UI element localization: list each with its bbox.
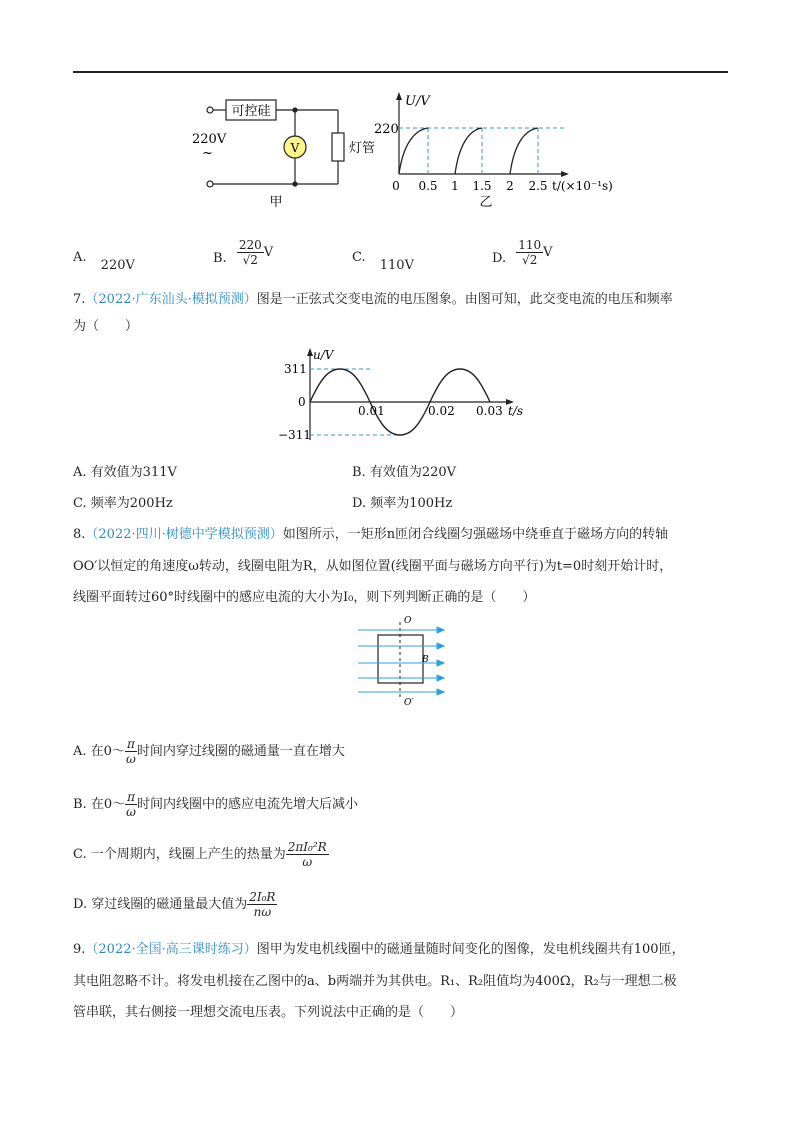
q8-option-a: A. 在0～ $\frac{\pi}{\omega}$ 时间内穿过线圈的磁通量一直在增大 — [73, 737, 345, 766]
q7-stem-line1: 7.（2022·广东汕头·模拟预测）图是一正弦式交变电流的电压图象。由图可知，此交变电流的电压和频率 — [73, 292, 673, 307]
voltmeter-symbol: V — [290, 141, 300, 155]
q8-coil-figure — [350, 612, 450, 707]
axis-o-bottom: O′ — [404, 698, 414, 707]
q6-figure — [190, 90, 620, 215]
q7-x-axis-label: t/s — [508, 404, 524, 418]
axis-o-top: O — [404, 616, 412, 626]
q8-option-c: C. 一个周期内，线圈上产生的热量为 $\frac{\text{2πI₀²R}}{\omega}$ — [73, 840, 327, 869]
q9-stem-line3: 管串联，其右侧接一理想交流电压表。下列说法中正确的是（ ） — [73, 1005, 464, 1020]
t-tick-2.5: 2.5 — [528, 179, 548, 193]
q7-y-axis-label: u/V — [313, 348, 334, 362]
q9-stem-line2: 其电阻忽略不计。将发电机接在乙图中的a、b两端并为其供电。R₁、R₂阻值均为400Ω，R₂与一理想二极 — [73, 974, 677, 989]
q7-source: （2022·广东汕头·模拟预测） — [85, 292, 257, 307]
q8-stem-line1: 8.（2022·四川·树德中学模拟预测）如图所示，一矩形n匝闭合线圈匀强磁场中绕垂直于磁场方向的转轴 — [73, 527, 669, 542]
scr-label: 可控硅 — [231, 104, 271, 119]
t-tick-1.5: 1.5 — [472, 179, 492, 193]
ac-symbol: ~ — [202, 146, 213, 161]
q7-x-0.01: 0.01 — [358, 404, 385, 418]
q7-option-a: A. 有效值为311V — [73, 465, 177, 480]
q7-stem-line2: 为（ ） — [73, 319, 139, 334]
q8-source: （2022·四川·树德中学模拟预测） — [85, 527, 283, 542]
t-tick-0.5: 0.5 — [418, 179, 438, 193]
fig-yi-label: 乙 — [479, 195, 493, 210]
lamp-label: 灯管 — [349, 141, 376, 156]
q8-stem-line2: OO′以恒定的角速度ω转动，线圈电阻为R，从如图位置(线圈平面与磁场方向平行)为t=0时刻开始计时， — [73, 559, 673, 574]
field-b-label: B — [422, 655, 429, 665]
u-220-label: 220 — [374, 122, 399, 137]
header-rule — [73, 71, 728, 73]
t-tick-0: 0 — [392, 179, 400, 193]
q8-option-b: B. 在0～ $\frac{\pi}{\omega}$ 时间内线圈中的感应电流先增大后减小 — [73, 790, 359, 819]
u-axis-label: U/V — [405, 94, 430, 109]
q7-x-0.03: 0.03 — [476, 404, 503, 418]
circuit-jia — [207, 100, 344, 187]
q7-option-d: D. 频率为100Hz — [352, 496, 453, 511]
t-tick-1: 1 — [451, 179, 459, 193]
q7-x-0.02: 0.02 — [428, 404, 455, 418]
voltage-label: 220V — [192, 132, 227, 147]
t-tick-2: 2 — [506, 179, 514, 193]
q6-option-d: D. $\frac{110}{√2}$ V — [492, 238, 553, 267]
q7-sine-graph — [270, 345, 530, 445]
fig-jia-label: 甲 — [269, 195, 283, 210]
q7-y-0: 0 — [298, 395, 306, 409]
q7-option-b: B. 有效值为220V — [352, 465, 457, 480]
t-axis-label: t/(×10⁻¹s) — [552, 179, 613, 193]
q7-y-311: 311 — [284, 362, 307, 376]
q6-option-b: B. $\frac{220}{√2}$ V — [213, 238, 274, 267]
q6-option-a: A. 220V — [73, 250, 135, 273]
q9-source: （2022·全国·高三课时练习） — [85, 942, 257, 957]
q7-option-c: C. 频率为200Hz — [73, 496, 173, 511]
q8-stem-line3: 线圈平面转过60°时线圈中的感应电流的大小为I₀，则下列判断正确的是（ ） — [73, 590, 536, 605]
q9-stem-line1: 9.（2022·全国·高三课时练习）图甲为发电机线圈中的磁通量随时间变化的图像，发电机线圈共有100匝， — [73, 942, 685, 957]
q6-option-c: C. 110V — [352, 250, 414, 273]
q8-option-d: D. 穿过线圈的磁通量最大值为 $\frac{\text{2I₀R}}{n\omega}$ — [73, 890, 276, 919]
q7-y-neg311: −311 — [278, 428, 311, 442]
